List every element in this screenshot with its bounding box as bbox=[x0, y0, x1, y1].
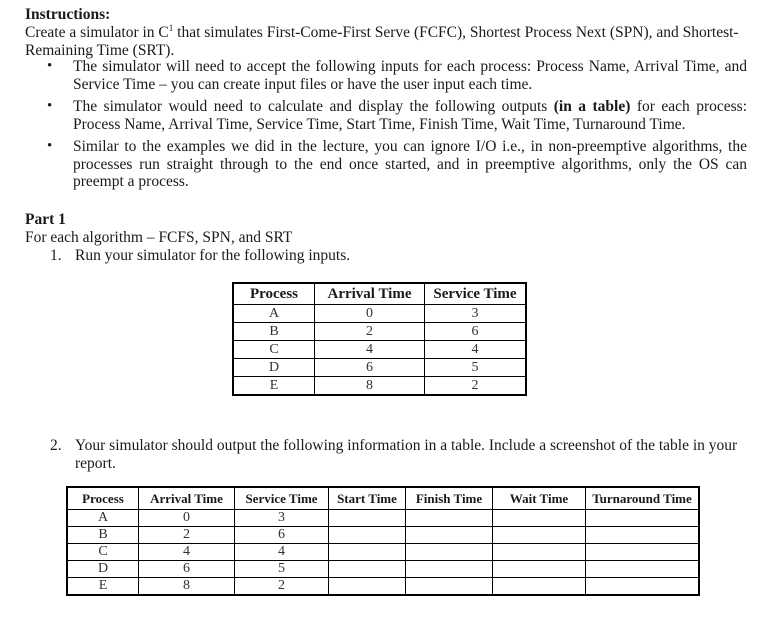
table-cell bbox=[329, 544, 406, 561]
table-cell: 8 bbox=[139, 578, 235, 595]
table-cell: E bbox=[68, 578, 139, 595]
table-cell: 2 bbox=[424, 376, 526, 395]
table-cell: E bbox=[233, 376, 314, 395]
table-row bbox=[68, 578, 699, 595]
bullet-item bbox=[0, 58, 772, 93]
table-cell: D bbox=[68, 561, 139, 578]
bullet-icon: • bbox=[47, 98, 53, 114]
table-row bbox=[68, 561, 699, 578]
table-cell bbox=[586, 544, 699, 561]
item-text-line1: Your simulator should output the following information in a table. Include a screenshot of the table in your bbox=[75, 437, 738, 454]
table-cell: 3 bbox=[424, 304, 526, 322]
table-cell: D bbox=[233, 358, 314, 376]
intro-line1-before: Create a simulator in C bbox=[25, 24, 169, 41]
column-header: Service Time bbox=[235, 488, 329, 510]
part1-heading: Part 1 bbox=[25, 211, 66, 228]
table-cell bbox=[586, 527, 699, 544]
column-header: Wait Time bbox=[493, 488, 586, 510]
table-cell: 4 bbox=[424, 340, 526, 358]
table-cell bbox=[329, 527, 406, 544]
bullet-icon: • bbox=[47, 58, 53, 74]
part1-subtitle: For each algorithm – FCFS, SPN, and SRT bbox=[25, 229, 293, 246]
table-cell: 6 bbox=[139, 561, 235, 578]
column-header: Finish Time bbox=[406, 488, 493, 510]
table-cell: 4 bbox=[139, 544, 235, 561]
table-cell bbox=[493, 510, 586, 527]
column-header: Process bbox=[68, 488, 139, 510]
input-table-header-row bbox=[233, 283, 526, 304]
table-cell: 0 bbox=[314, 304, 424, 322]
table-cell bbox=[329, 510, 406, 527]
table-cell bbox=[493, 578, 586, 595]
table-cell bbox=[406, 544, 493, 561]
table-cell bbox=[406, 561, 493, 578]
table-cell: 2 bbox=[314, 322, 424, 340]
item-text-line2: report. bbox=[75, 455, 116, 472]
table-cell bbox=[493, 544, 586, 561]
bullet-item bbox=[0, 98, 772, 133]
column-header: Service Time bbox=[424, 283, 526, 304]
output-table bbox=[67, 487, 699, 595]
table-cell: 2 bbox=[235, 578, 329, 595]
table-cell: 2 bbox=[139, 527, 235, 544]
table-cell: 4 bbox=[314, 340, 424, 358]
table-cell: 6 bbox=[235, 527, 329, 544]
output-table-header-row bbox=[68, 488, 699, 510]
footnote-marker: 1 bbox=[168, 22, 174, 33]
table-cell: B bbox=[233, 322, 314, 340]
table-cell bbox=[586, 510, 699, 527]
table-cell: 5 bbox=[235, 561, 329, 578]
table-cell bbox=[329, 561, 406, 578]
table-row bbox=[68, 544, 699, 561]
table-cell: B bbox=[68, 527, 139, 544]
table-row bbox=[233, 358, 526, 376]
table-cell bbox=[493, 561, 586, 578]
intro-line1-after: that simulates First-Come-First Serve (FCFC), Shortest Process Next (SPN), and Shortest- bbox=[173, 24, 739, 41]
table-cell bbox=[586, 578, 699, 595]
column-header: Arrival Time bbox=[314, 283, 424, 304]
table-row bbox=[233, 304, 526, 322]
table-cell bbox=[329, 578, 406, 595]
item-text: Run your simulator for the following inputs. bbox=[75, 247, 351, 264]
table-cell: 5 bbox=[424, 358, 526, 376]
table-cell: 4 bbox=[235, 544, 329, 561]
table-row bbox=[68, 510, 699, 527]
intro-line2: Remaining Time (SRT). bbox=[25, 42, 175, 59]
table-cell bbox=[586, 561, 699, 578]
table-row bbox=[233, 340, 526, 358]
bullet-text: The simulator would need to calculate and display the following outputs (in a table) for each process: Process Name, Arrival Time, Service Time, Start Time, Finish Time, Wait Time, Turnaround Time. bbox=[73, 98, 747, 133]
table-cell: 6 bbox=[314, 358, 424, 376]
table-cell bbox=[406, 510, 493, 527]
table-row bbox=[233, 376, 526, 395]
bullet-item bbox=[0, 138, 772, 191]
column-header: Process bbox=[233, 283, 314, 304]
item-number: 2. bbox=[50, 437, 62, 454]
bullet-text: The simulator will need to accept the following inputs for each process: Process Name, Arrival Time, and Service Time – you can create input files or have the user input each time. bbox=[73, 58, 747, 93]
table-cell: 0 bbox=[139, 510, 235, 527]
input-table bbox=[233, 283, 526, 395]
table-cell: C bbox=[68, 544, 139, 561]
column-header: Turnaround Time bbox=[586, 488, 699, 510]
table-cell bbox=[406, 578, 493, 595]
table-cell: A bbox=[233, 304, 314, 322]
table-cell: A bbox=[68, 510, 139, 527]
table-cell: 3 bbox=[235, 510, 329, 527]
item-number: 1. bbox=[50, 247, 62, 264]
numbered-item-2 bbox=[50, 437, 750, 477]
table-row bbox=[68, 527, 699, 544]
instructions-bullet-list bbox=[0, 58, 772, 196]
column-header: Start Time bbox=[329, 488, 406, 510]
intro-paragraph bbox=[25, 24, 765, 42]
table-cell bbox=[406, 527, 493, 544]
table-cell: 8 bbox=[314, 376, 424, 395]
table-cell: C bbox=[233, 340, 314, 358]
table-row bbox=[233, 322, 526, 340]
table-cell bbox=[493, 527, 586, 544]
table-cell: 6 bbox=[424, 322, 526, 340]
bullet-icon: • bbox=[47, 138, 53, 154]
instructions-heading: Instructions: bbox=[25, 6, 111, 23]
column-header: Arrival Time bbox=[139, 488, 235, 510]
emphasis-text: (in a table) bbox=[553, 98, 631, 115]
bullet-text: Similar to the examples we did in the lecture, you can ignore I/O i.e., in non-preemptive algorithms, the processes run straight through to the end once started, and in preemptive algorithms, only the OS can preempt a process. bbox=[73, 138, 747, 190]
